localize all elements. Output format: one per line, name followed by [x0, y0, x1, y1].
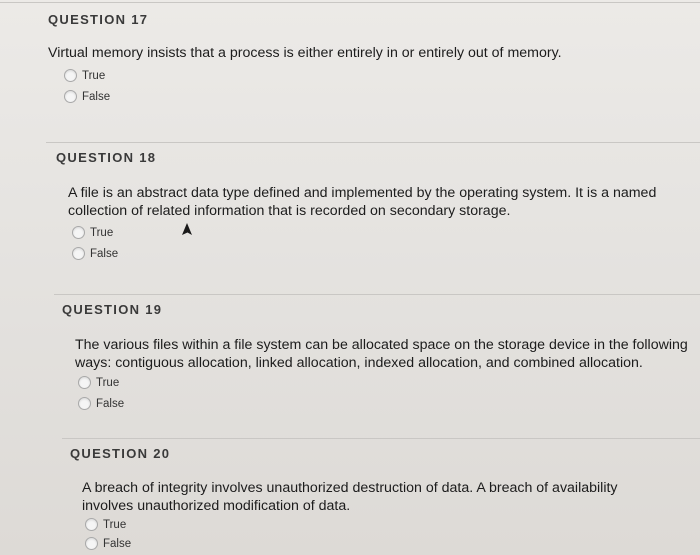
radio-button[interactable] — [72, 226, 85, 239]
mouse-pointer-icon — [180, 222, 194, 238]
answer-options — [78, 372, 692, 414]
question-19 — [62, 290, 692, 414]
option-label: False — [96, 397, 125, 410]
option-label: True — [90, 226, 114, 239]
option-false[interactable] — [64, 86, 688, 107]
radio-button[interactable] — [85, 537, 98, 550]
option-false[interactable] — [78, 393, 692, 414]
radio-button[interactable] — [85, 518, 98, 531]
question-header: QUESTION 18 — [56, 149, 157, 165]
radio-button[interactable] — [72, 247, 85, 260]
answer-options — [64, 65, 688, 107]
option-label: True — [82, 69, 106, 82]
option-true[interactable] — [64, 65, 688, 86]
question-text: A file is an abstract data type defined and implemented by the operating system. It is a named collection of related information that is recorded on secondary storage. — [68, 185, 657, 219]
option-false[interactable] — [72, 243, 688, 264]
option-true[interactable] — [78, 372, 692, 393]
question-text: Virtual memory insists that a process is either entirely in or entirely out of memory. — [48, 45, 562, 61]
option-true[interactable] — [85, 515, 670, 534]
option-label: True — [103, 518, 127, 531]
question-17 — [48, 0, 688, 107]
question-header: QUESTION 19 — [62, 301, 163, 317]
question-20 — [70, 434, 670, 553]
option-label: False — [82, 90, 111, 103]
radio-button[interactable] — [64, 90, 77, 103]
radio-button[interactable] — [64, 69, 77, 82]
option-false[interactable] — [85, 534, 670, 553]
answer-options — [72, 222, 688, 264]
option-label: False — [90, 247, 119, 260]
question-text: The various files within a file system can be allocated space on the storage device in the following ways: contiguous allocation, linked allocation, indexed allocation, and combined allocation. — [75, 337, 688, 371]
question-header: QUESTION 20 — [70, 445, 171, 461]
radio-button[interactable] — [78, 397, 91, 410]
question-18 — [56, 138, 688, 264]
radio-button[interactable] — [78, 376, 91, 389]
option-label: True — [96, 376, 120, 389]
option-label: False — [103, 537, 132, 550]
answer-options — [85, 515, 670, 553]
question-text: A breach of integrity involves unauthorized destruction of data. A breach of availability involves unauthorized modification of data. — [82, 480, 618, 514]
option-true[interactable] — [72, 222, 688, 243]
question-header: QUESTION 17 — [48, 11, 149, 27]
